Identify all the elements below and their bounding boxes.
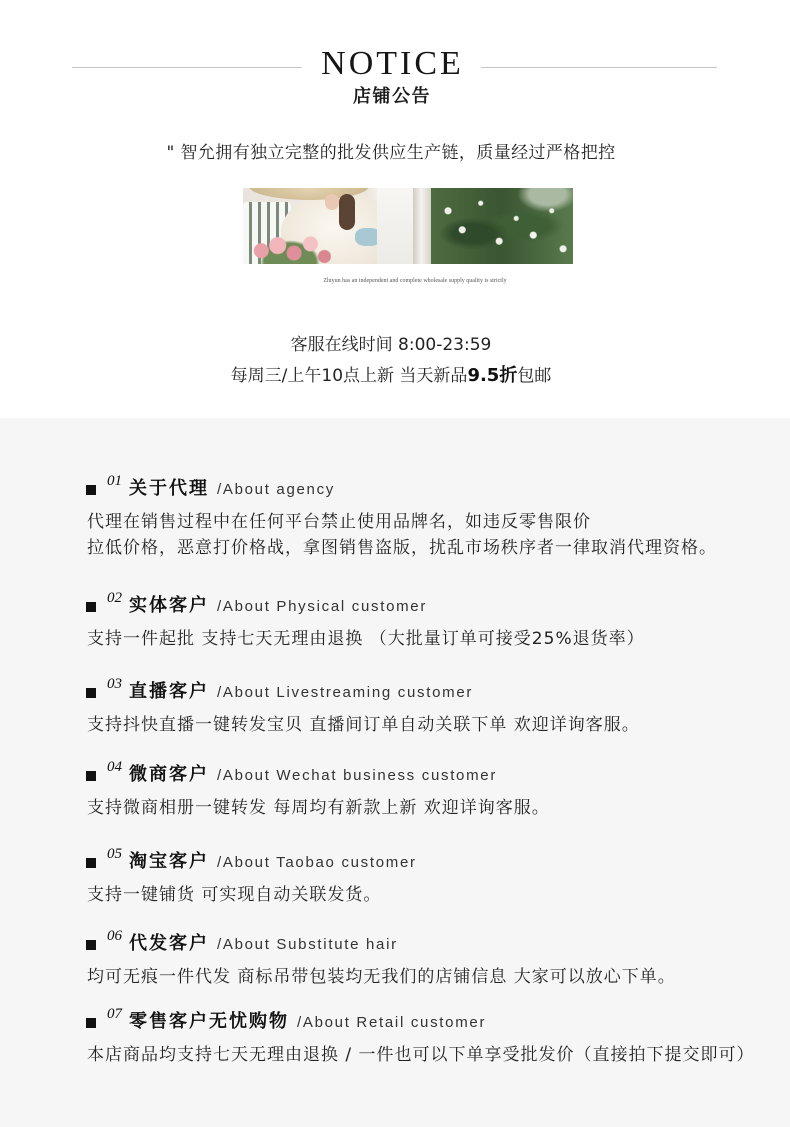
section-text-line: 支持微商相册一键转发 每周均有新款上新 欢迎详询客服。: [87, 798, 550, 818]
section-subtitle: /About agency: [217, 481, 336, 498]
section-heading: [0, 928, 790, 956]
service-hours: 客服在线时间 8:00-23:59: [290, 335, 492, 355]
section-agency: [0, 473, 790, 563]
section-label: [129, 680, 473, 705]
section-title: 实体客户: [129, 595, 209, 616]
section-body: [87, 509, 717, 561]
square-bullet-icon: [86, 940, 96, 950]
section-dropshipping-customer: [0, 928, 790, 992]
photo-roses-shape: [249, 232, 331, 264]
section-subtitle: /About Wechat business customer: [217, 767, 498, 784]
section-heading: [0, 590, 790, 618]
notice-subtitle: 店铺公告: [353, 86, 431, 107]
photo-caption: Zhiyun has an independent and complete wholesale supply quality is strictly: [323, 278, 507, 284]
section-subtitle: /About Retail customer: [297, 1014, 487, 1031]
section-wechat-customer: [0, 759, 790, 823]
section-number: 03: [107, 676, 122, 692]
section-taobao-customer: [0, 846, 790, 910]
section-number: 04: [107, 759, 122, 775]
section-label: [129, 594, 427, 619]
section-number: 06: [107, 928, 122, 944]
section-heading: [0, 846, 790, 874]
section-subtitle: /About Physical customer: [217, 598, 428, 615]
square-bullet-icon: [86, 688, 96, 698]
intro-text: " 智允拥有独立完整的批发供应生产链，质量经过严格把控: [166, 143, 616, 163]
photo-face-shape: [325, 194, 339, 210]
section-body: [87, 1042, 755, 1068]
section-heading: [0, 676, 790, 704]
section-text-line: 支持抖快直播一键转发宝贝 直播间订单自动关联下单 欢迎详询客服。: [87, 715, 640, 735]
section-body: [87, 795, 550, 821]
section-title: 零售客户无忧购物: [129, 1011, 289, 1032]
section-label: [129, 850, 417, 875]
photo-bright-area-shape: [377, 188, 413, 264]
section-text-line: 拉低价格，恶意打价格战，拿图销售盗版，扰乱市场秩序者一律取消代理资格。: [87, 538, 717, 558]
section-label: [129, 1010, 486, 1035]
new-arrivals-notice: [0, 364, 782, 388]
section-text-line: 均可无痕一件代发 商标吊带包装均无我们的店铺信息 大家可以放心下单。: [87, 967, 676, 987]
square-bullet-icon: [86, 485, 96, 495]
square-bullet-icon: [86, 771, 96, 781]
section-title: 代发客户: [129, 933, 209, 954]
photo-hair-shape: [339, 194, 355, 230]
new-arrivals-prefix: 每周三/上午10点上新 当天新品: [230, 366, 468, 386]
section-label: [129, 932, 398, 957]
section-title: 微商客户: [129, 764, 209, 785]
section-label: [129, 763, 497, 788]
section-body: [87, 626, 645, 652]
notice-title: NOTICE: [321, 45, 464, 82]
section-livestreaming-customer: [0, 676, 790, 740]
section-subtitle: /About Livestreaming customer: [217, 684, 474, 701]
section-title: 关于代理: [129, 478, 209, 499]
section-body: [87, 882, 381, 908]
square-bullet-icon: [86, 602, 96, 612]
section-heading: [0, 759, 790, 787]
section-title: 直播客户: [129, 681, 209, 702]
banner-photo: [243, 188, 573, 264]
section-number: 07: [107, 1006, 122, 1022]
section-physical-customer: [0, 590, 790, 654]
section-text-line: 支持一键铺货 可实现自动关联发货。: [87, 885, 382, 905]
section-heading: [0, 473, 790, 501]
photo-pillar-shape: [413, 188, 431, 264]
section-text-line: 支持一件起批 支持七天无理由退换 （大批量订单可接受25%退货率）: [87, 629, 645, 649]
section-text-line: 本店商品均支持七天无理由退换 / 一件也可以下单享受批发价（直接拍下提交即可）: [87, 1045, 755, 1065]
policy-sections: [0, 418, 790, 1127]
section-body: [87, 712, 640, 738]
notice-header: [0, 0, 790, 418]
section-body: [87, 964, 676, 990]
discount-highlight: 9.5折: [467, 365, 518, 386]
section-number: 02: [107, 590, 122, 606]
section-subtitle: /About Substitute hair: [217, 936, 398, 953]
photo-foliage-shape: [431, 188, 573, 264]
section-retail-customer: [0, 1006, 790, 1070]
section-number: 05: [107, 846, 122, 862]
section-heading: [0, 1006, 790, 1034]
section-title: 淘宝客户: [129, 851, 209, 872]
section-label: [129, 477, 335, 502]
section-number: 01: [107, 473, 122, 489]
section-text-line: 代理在销售过程中在任何平台禁止使用品牌名，如违反零售限价: [87, 512, 591, 532]
new-arrivals-suffix: 包邮: [517, 366, 552, 386]
square-bullet-icon: [86, 858, 96, 868]
square-bullet-icon: [86, 1018, 96, 1028]
section-subtitle: /About Taobao customer: [217, 854, 417, 871]
